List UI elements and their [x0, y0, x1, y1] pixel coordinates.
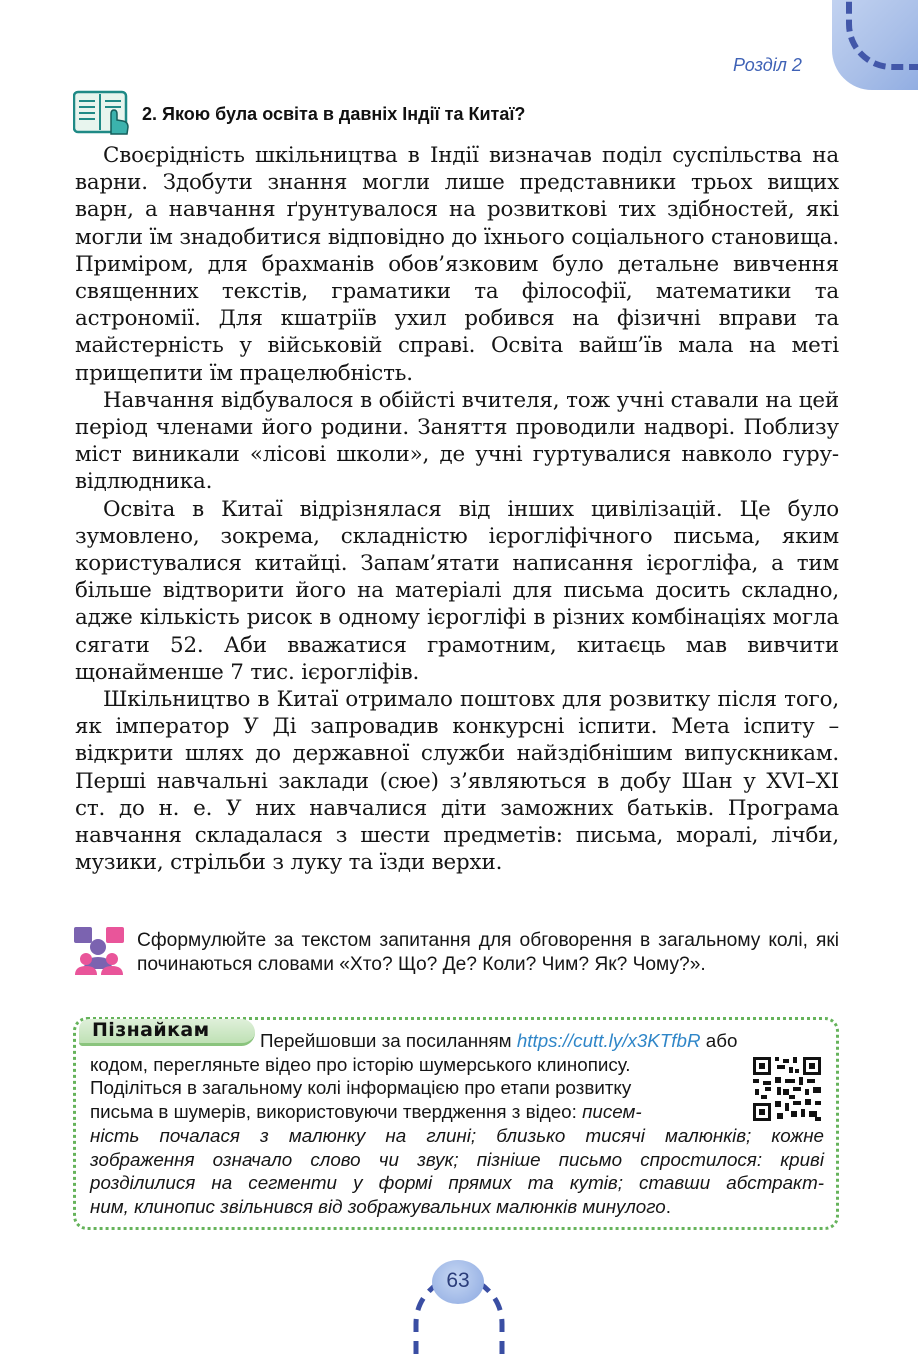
info-line: Поділіться в загальному колі інформацією про етапи розвитку [90, 1077, 632, 1099]
book-hand-icon [73, 90, 131, 136]
paragraph: Освіта в Китаї відрізнялася від інших цивілізацій. Це було зумовлено, зокрема, складністю ієрогліфічного письма, яким користувалися китайці. Запам’ятати написання ієрогліфа, а тим більше відтворити його на матеріалі для письма досить складно, адже кількість рисок в одному ієрогліфі в різних комбінаціях могла сягати 52. Аби вважатися грамотним, китаєць мав вивчити щонайменше 7 тис. ієрогліфів. [75, 496, 839, 685]
video-link[interactable]: https://cutt.ly/x3KTfbR [516, 1030, 701, 1051]
paragraph: Своєрідність шкільництва в Індії визначав поділ суспільства на варни. Здобути знання могли лише представники трьох вищих варн, а навчання ґрунтувалося на розвиткові тих здібностей, які могли їм знадобитися відповідно до їхнього соціального становища. Приміром, для брахманів обов’язковим було детальне вивчення священних текстів, граматики та філософії, математики та астрономії. Для кшатріїв ухил робився на фізичні вправи та майстерність у військовій справі. Освіта вайш’їв мала на меті прищепити їм працелюбність. [75, 143, 839, 386]
section-label: Розділ 2 [733, 55, 802, 75]
info-text-fragment: писем- [582, 1101, 642, 1123]
paragraph: Шкільництво в Китаї отримало поштовх для розвитку після того, як імператор У Ді запровадив конкурсні іспити. Мета іспиту – відкрити шлях до державної служби найздібнішим випускникам. Перші навчальні заклади (сюе) з’являються в добу Шан у XVI–XI ст. до н. е. У них навчалися діти заможних батьків. Програма навчання складалася з шести предметів: письма, моралі, лічби, музики, стрільби з луку та їзди верхи. [75, 687, 839, 876]
task-text: Сформулюйте за текстом запитання для обговорення в загальному колі, які починаються словами «Хто? Що? Де? Коли? Чим? Як? Чому?». [137, 930, 839, 975]
info-text-fragment: ним, клинопис звільнився від зображувальних малюнків минулого [90, 1195, 666, 1217]
info-line [90, 1100, 824, 1124]
main-text [75, 142, 839, 876]
info-text-fragment: Перейшовши за посиланням [260, 1030, 517, 1051]
info-text-fragment: письма в шумерів, використовуючи твердження з відео: [90, 1101, 583, 1123]
paragraph: Навчання відбувалося в обійсті вчителя, тож учні ставали на цей період членами його родини. Заняття проводили надворі. Поблизу міст виникали «лісові школи», де учні гуртувалися навколо гуру-відлюдника. [75, 387, 839, 495]
qr-code-icon[interactable] [753, 1057, 821, 1121]
info-line: ність почалася з малюнку на глині; близько тисячі малюнків; кожне [90, 1124, 824, 1146]
info-line: кодом, перегляньте відео про історію шумерського клинопису. [90, 1053, 631, 1075]
info-badge-label: Пізнайкам [92, 1019, 210, 1041]
group-discussion-icon [72, 925, 126, 977]
info-line: розділилися на сегменти у формі прямих та кутів; ставши абстракт- [90, 1172, 824, 1194]
info-line: зображення означало слово чи звук; пізніше письмо спростилося: криві [90, 1148, 824, 1170]
page-number: 63 [446, 1269, 470, 1292]
info-text [90, 1029, 824, 1219]
info-text-fragment: . [665, 1195, 671, 1217]
info-line [90, 1195, 824, 1219]
info-text-fragment: або [700, 1030, 738, 1051]
question-heading: 2. Якою була освіта в давніх Індії та Китаї? [142, 104, 526, 124]
info-line [90, 1029, 824, 1053]
